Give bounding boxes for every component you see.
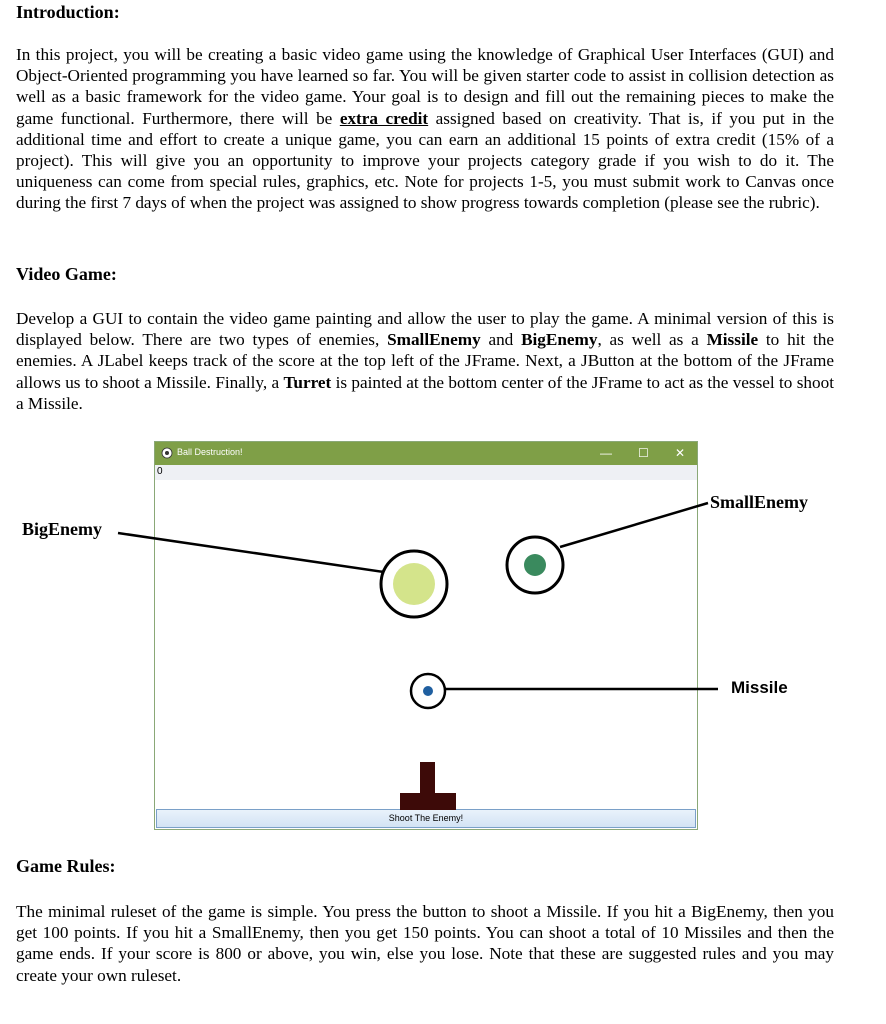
small-enemy-sprite	[507, 537, 563, 593]
video-game-text-5: is painted at the bottom center of the JFrame to act as the vessel to shoot a Missile.	[16, 372, 834, 413]
introduction-heading: Introduction:	[16, 2, 120, 22]
big-enemy-sprite	[381, 551, 447, 617]
score-label: 0	[157, 466, 163, 477]
close-button[interactable]: ✕	[675, 446, 686, 460]
missile-label: Missile	[731, 678, 788, 697]
missile-fill	[423, 686, 433, 696]
video-game-text-1: Develop a GUI to contain the video game painting and allow the user to play the game. A minimal version of this is displayed below. There are two types of enemies,	[16, 309, 834, 350]
turret-sprite	[400, 762, 456, 810]
missile-sprite	[411, 674, 445, 708]
missile-term: Missile	[706, 330, 759, 350]
small-enemy-label: SmallEnemy	[710, 492, 809, 512]
big-enemy-callout-line	[118, 533, 384, 572]
small-enemy-callout-line	[560, 503, 708, 547]
video-game-text-3: , as well as a	[597, 330, 707, 350]
small-enemy-term: SmallEnemy	[387, 330, 481, 350]
minimize-button[interactable]: —	[600, 446, 612, 460]
video-game-text-4: to hit the enemies. A JLabel keeps track of the score at the top left of the JFrame. Next, a JButton at the bottom of the JFrame allows us to shoot a Missile. Finally, a	[16, 330, 834, 392]
game-rules-paragraph: The minimal ruleset of the game is simple. You press the button to shoot a Missile. If you hit a BigEnemy, then you get 100 points. If you hit a SmallEnemy, then you get 150 points. You can shoot a total of 10 Missiles and then the game ends. If your score is 800 or above, you win, else you lose. Note that these are suggested rules and you may create your own ruleset.	[16, 902, 834, 985]
video-game-text-2: and	[480, 330, 522, 350]
maximize-button[interactable]: ☐	[638, 446, 649, 460]
shoot-button[interactable]: Shoot The Enemy!	[156, 809, 696, 828]
big-enemy-label: BigEnemy	[22, 519, 103, 539]
intro-text-1: In this project, you will be creating a basic video game using the knowledge of Graphical User Interfaces (GUI) and Object-Oriented programming you have learned so far. You will be given starter code to assist in collision detection as well as a basic framework for the video game. Your goal is to design and fill out the remaining pieces to make the game functional. Furthermore, there will be	[16, 45, 834, 128]
big-enemy-fill	[393, 563, 435, 605]
game-rules-heading: Game Rules:	[16, 856, 116, 876]
intro-text-2: assigned based on creativity. That is, if you put in the additional time and effort to create a unique game, you can earn an additional 15 points of extra credit (15% of a project). This will give you an opportunity to improve your projects category grade if you wish to do it. The uniqueness can come from special rules, graphics, etc. Note for projects 1-5, you must submit work to Canvas once during the first 7 days of when the project was assigned to show progress towards completion (please see the rubric).	[16, 108, 834, 213]
video-game-heading: Video Game:	[16, 264, 117, 284]
window-title: Ball Destruction!	[177, 447, 243, 457]
big-enemy-term: BigEnemy	[521, 330, 598, 350]
extra-credit-text: extra credit	[339, 108, 429, 128]
small-enemy-fill	[524, 554, 546, 576]
turret-term: Turret	[283, 372, 332, 392]
